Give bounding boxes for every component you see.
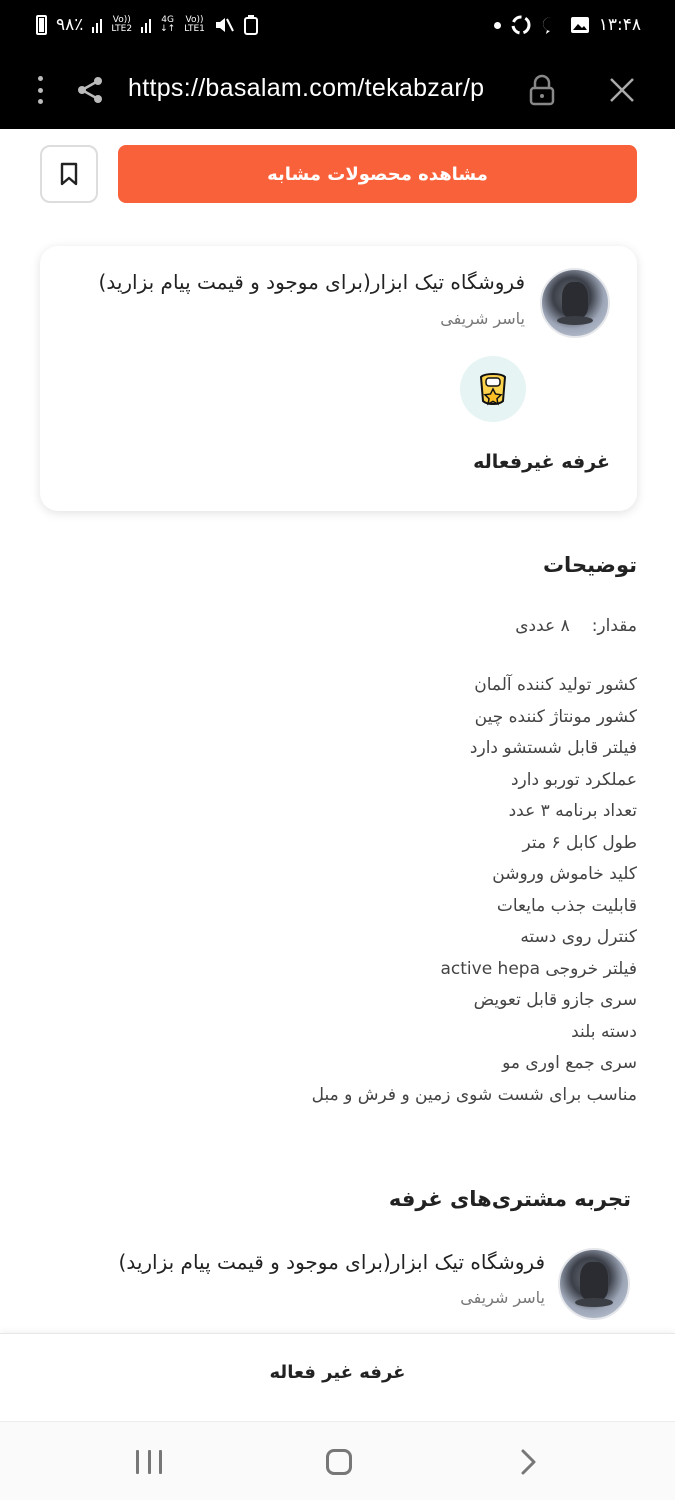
description-line: کشور مونتاژ کننده چین bbox=[474, 706, 637, 727]
description-line: طول کابل ۶ متر bbox=[522, 832, 637, 853]
customer-experience-title: تجربه مشتری‌های غرفه bbox=[388, 1187, 631, 1211]
description-line: مناسب برای شست شوی زمین و فرش و مبل bbox=[311, 1084, 637, 1105]
quantity-row bbox=[515, 616, 637, 636]
browser-toolbar bbox=[0, 50, 675, 129]
description-line: سری جازو قابل تعویض bbox=[473, 990, 637, 1010]
network-4g: 4G ↓↑ bbox=[160, 15, 176, 34]
chat-bubble-icon bbox=[541, 15, 561, 35]
url-field[interactable]: https://basalam.com/tekabzar/p bbox=[128, 74, 485, 102]
shop-owner: یاسر شریفی bbox=[460, 1288, 545, 1307]
system-nav-bar bbox=[0, 1421, 675, 1500]
quantity-value: ۸ عددی bbox=[515, 616, 570, 636]
shop-owner: یاسر شریفی bbox=[440, 309, 525, 328]
share-icon[interactable] bbox=[74, 74, 106, 106]
gallery-icon bbox=[570, 15, 590, 35]
more-options-icon[interactable] bbox=[35, 76, 45, 104]
status-left bbox=[36, 15, 259, 35]
mute-icon bbox=[214, 16, 234, 34]
booth-status: غرفه غیرفعاله bbox=[473, 451, 610, 473]
recents-icon[interactable] bbox=[136, 1450, 162, 1474]
recycle-icon bbox=[243, 15, 259, 35]
volte-lte2: Vo)) LTE2 bbox=[111, 15, 133, 34]
similar-products-button[interactable]: مشاهده محصولات مشابه bbox=[118, 145, 637, 203]
shop-name[interactable]: فروشگاه تیک ابزار(برای موجود و قیمت پیام بزارید) bbox=[98, 270, 525, 294]
signal-icon bbox=[141, 17, 151, 33]
shop-avatar[interactable] bbox=[540, 268, 610, 338]
shop-name[interactable]: فروشگاه تیک ابزار(برای موجود و قیمت پیام بزارید) bbox=[118, 1250, 545, 1274]
description-line: کلید خاموش وروشن bbox=[492, 864, 637, 884]
signal-icon bbox=[92, 17, 102, 33]
seller-card[interactable] bbox=[40, 246, 637, 511]
close-icon[interactable] bbox=[606, 74, 638, 106]
clock: ١٣:۴٨ bbox=[598, 15, 641, 35]
status-bar bbox=[0, 0, 675, 50]
home-icon[interactable] bbox=[326, 1449, 352, 1475]
bookmark-button[interactable] bbox=[40, 145, 98, 203]
description-line: قابلیت جذب مایعات bbox=[496, 895, 637, 916]
battery-level: ٩٨٪ bbox=[56, 15, 84, 35]
description-line: فیلتر قابل شستشو دارد bbox=[469, 738, 637, 758]
app-notification-icon bbox=[510, 14, 532, 36]
description-list bbox=[312, 672, 637, 1113]
status-right bbox=[494, 14, 641, 36]
battery-icon bbox=[36, 15, 47, 35]
description-line: سری جمع اوری مو bbox=[502, 1053, 637, 1073]
badge-icon bbox=[460, 356, 526, 422]
sticky-bottom-bar bbox=[0, 1333, 675, 1421]
description-line: دسته بلند bbox=[571, 1021, 637, 1042]
medal-icon bbox=[473, 369, 513, 409]
back-icon[interactable] bbox=[514, 1448, 542, 1476]
bookmark-icon bbox=[59, 162, 79, 186]
booth-inactive-label: غرفه غیر فعاله bbox=[269, 1362, 406, 1383]
description-line: تعداد برنامه ۳ عدد bbox=[508, 801, 637, 821]
description-line: عملکرد توربو دارد bbox=[510, 769, 637, 790]
description-title: توضیحات bbox=[542, 553, 637, 577]
volte-lte1: Vo)) LTE1 bbox=[184, 15, 205, 34]
lock-icon[interactable] bbox=[527, 74, 557, 106]
description-line: کشور تولید کننده آلمان bbox=[474, 675, 637, 695]
description-line: فیلتر خروجی active hepa bbox=[440, 958, 637, 979]
description-line: کنترل روی دسته bbox=[520, 927, 637, 947]
quantity-label: مقدار: bbox=[591, 616, 637, 636]
notification-dot-icon bbox=[494, 22, 501, 29]
shop-avatar[interactable] bbox=[558, 1248, 630, 1320]
